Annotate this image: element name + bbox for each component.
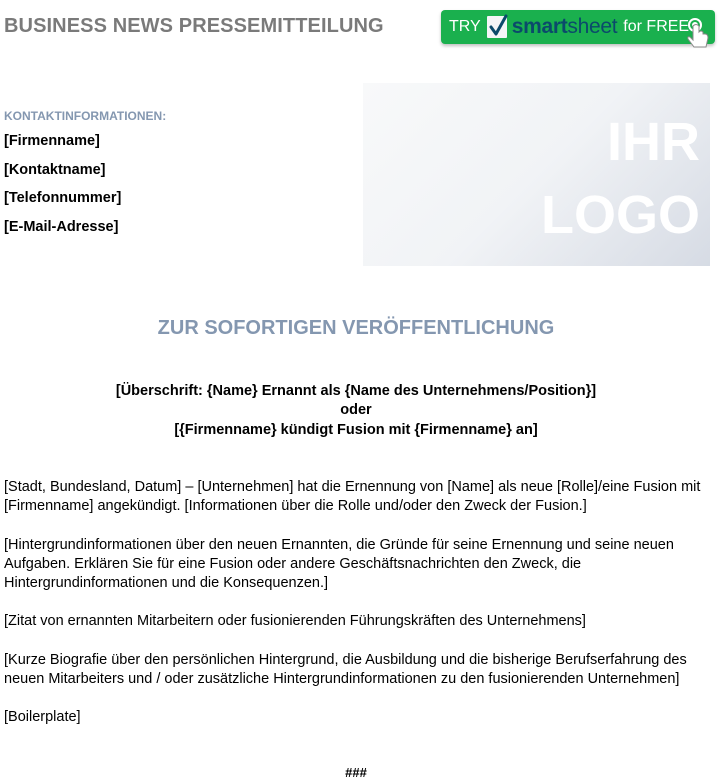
logo-text-line2: LOGO (541, 185, 700, 245)
body-paragraph-background: [Hintergrundinformationen über den neuen Ernannten, die Gründe für seine Ernennung und seine neuen Aufgaben. Erklären Sie für eine Fusion oder andere Geschäftsnachrichten den Zweck, die Hintergrundinformationen und die Konsequenzen.] (4, 537, 674, 591)
headline-or: oder (340, 402, 372, 418)
headline-line3: [{Firmenname} kündigt Fusion mit {Firmenname} an] (174, 422, 538, 438)
document-title: BUSINESS NEWS PRESSEMITTEILUNG (4, 15, 384, 37)
cta-free-label: for FREE (623, 18, 690, 35)
email-address-field: [E-Mail-Adresse] (4, 219, 119, 235)
company-name-field: [Firmenname] (4, 133, 100, 149)
logo-text-line1: IHR (607, 112, 700, 172)
end-mark: ### (345, 765, 367, 780)
contact-info-label: KONTAKTINFORMATIONEN: (4, 109, 167, 123)
logo-placeholder (363, 83, 710, 266)
cta-try-label: TRY (449, 18, 481, 35)
headline-line1: [Überschrift: {Name} Ernannt als {Name des Unternehmens/Position}] (115, 383, 597, 399)
body-paragraph-boilerplate: [Boilerplate] (4, 709, 81, 725)
phone-number-field: [Telefonnummer] (4, 190, 122, 206)
checkmark-icon (487, 16, 507, 38)
body-paragraph-quote: [Zitat von ernannten Mitarbeitern oder fusionierenden Führungskräften des Unternehmens] (4, 613, 586, 629)
body-paragraph-intro: [Stadt, Bundesland, Datum] – [Unternehmen] hat die Ernennung von [Name] als neue [Rolle]/eine Fusion mit [Firmenname] angekündigt. [Informationen über die Rolle und/oder den Zweck der Fusion.] (4, 479, 701, 514)
smartsheet-logo: smartsheet (511, 15, 618, 38)
hand-pointer-icon (685, 16, 711, 55)
release-heading: ZUR SOFORTIGEN VERÖFFENTLICHUNG (157, 317, 555, 339)
try-smartsheet-button[interactable] (441, 10, 715, 44)
body-paragraph-biography: [Kurze Biografie über den persönlichen Hintergrund, die Ausbildung und die bisherige Berufserfahrung des neuen Mitarbeiters und / oder zusätzliche Hintergrundinformationen zu den fusionierenden Unternehmen] (4, 652, 687, 687)
contact-name-field: [Kontaktname] (4, 162, 106, 178)
